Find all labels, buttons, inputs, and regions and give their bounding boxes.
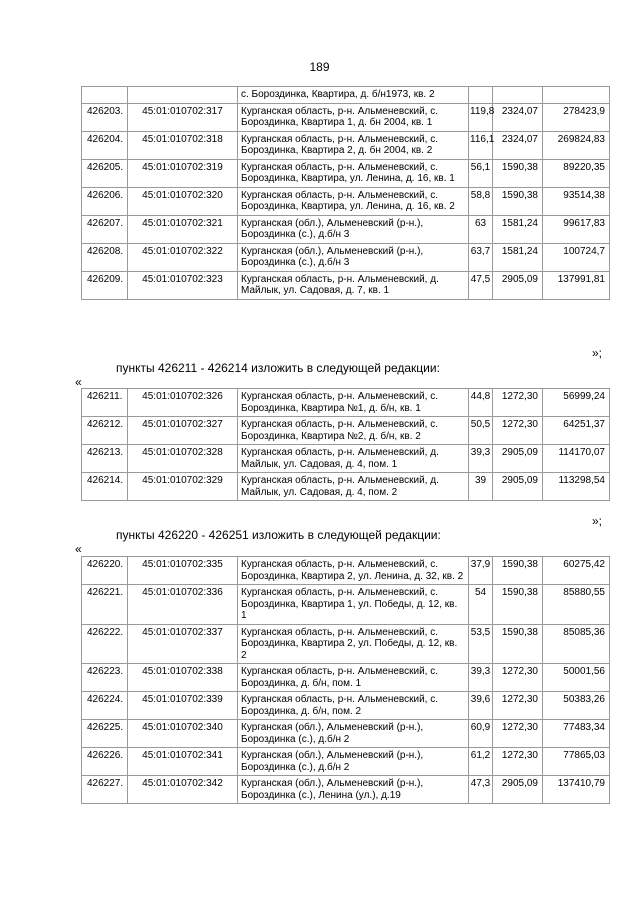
table-row <box>82 131 610 159</box>
cadastral-price-cell: 1272,30 <box>493 720 543 748</box>
table-row <box>82 187 610 215</box>
cadastral-number-cell <box>128 87 238 104</box>
cadastral-number-cell: 45:01:010702:335 <box>128 557 238 585</box>
address-cell: Курганская область, р-н. Альменевский, с. Бороздинка, Квартира 2, ул. Победы, д. 12, кв. 2 <box>238 624 469 664</box>
table-row <box>82 445 610 473</box>
cadastral-number-cell: 45:01:010702:329 <box>128 473 238 501</box>
cadastral-price-cell: 1581,24 <box>493 215 543 243</box>
item-number-cell: 426224. <box>82 692 128 720</box>
cadastral-number-cell: 45:01:010702:327 <box>128 417 238 445</box>
item-number-cell: 426222. <box>82 624 128 664</box>
area-cell: 63 <box>469 215 493 243</box>
area-cell: 44,8 <box>469 389 493 417</box>
address-cell: Курганская область, р-н. Альменевский, с. Бороздинка, Квартира, ул. Ленина, д. 16, кв. 1 <box>238 159 469 187</box>
item-number-cell: 426213. <box>82 445 128 473</box>
closing-quote: »; <box>592 346 603 360</box>
table-row <box>82 664 610 692</box>
area-cell <box>469 87 493 104</box>
table-row <box>82 585 610 625</box>
cadastral-value-cell: 77483,34 <box>543 720 610 748</box>
opening-quote: « <box>75 542 82 556</box>
table-row <box>82 103 610 131</box>
closing-quote: »; <box>592 514 603 528</box>
cadastral-value-cell: 89220,35 <box>543 159 610 187</box>
table-row <box>82 271 610 299</box>
cadastral-value-cell: 93514,38 <box>543 187 610 215</box>
cadastral-number-cell: 45:01:010702:317 <box>128 103 238 131</box>
cadastral-value-cell: 278423,9 <box>543 103 610 131</box>
opening-quote: « <box>75 375 82 389</box>
address-cell: Курганская область, р-н. Альменевский, д. Майлык, ул. Садовая, д. 7, кв. 1 <box>238 271 469 299</box>
table-row <box>82 720 610 748</box>
cadastral-value-cell: 56999,24 <box>543 389 610 417</box>
address-cell: Курганская область, р-н. Альменевский, с. Бороздинка, Квартира, ул. Ленина, д. 16, кв. 2 <box>238 187 469 215</box>
item-number-cell: 426205. <box>82 159 128 187</box>
table-row <box>82 473 610 501</box>
table-row <box>82 624 610 664</box>
address-cell: Курганская (обл.), Альменевский (р-н.), Бороздинка (с.), Ленина (ул.), д.19 <box>238 776 469 804</box>
cadastral-value-cell: 137410,79 <box>543 776 610 804</box>
area-cell: 119,8 <box>469 103 493 131</box>
cadastral-number-cell: 45:01:010702:323 <box>128 271 238 299</box>
cadastral-value-cell: 100724,7 <box>543 243 610 271</box>
cadastral-value-cell: 60275,42 <box>543 557 610 585</box>
cadastral-price-cell: 1590,38 <box>493 557 543 585</box>
area-cell: 50,5 <box>469 417 493 445</box>
table-row <box>82 692 610 720</box>
area-cell: 60,9 <box>469 720 493 748</box>
cadastral-price-cell: 1272,30 <box>493 417 543 445</box>
cadastral-price-cell: 1272,30 <box>493 389 543 417</box>
item-number-cell: 426206. <box>82 187 128 215</box>
area-cell: 47,3 <box>469 776 493 804</box>
cadastral-value-cell: 269824,83 <box>543 131 610 159</box>
cadastral-price-cell: 1272,30 <box>493 664 543 692</box>
address-cell: Курганская (обл.), Альменевский (р-н.), Бороздинка (с.), д.б/н 3 <box>238 215 469 243</box>
cadastral-number-cell: 45:01:010702:337 <box>128 624 238 664</box>
item-number-cell: 426227. <box>82 776 128 804</box>
address-cell: Курганская (обл.), Альменевский (р-н.), Бороздинка (с.), д.б/н 2 <box>238 720 469 748</box>
area-cell: 63,7 <box>469 243 493 271</box>
item-number-cell: 426204. <box>82 131 128 159</box>
cadastral-price-cell: 2905,09 <box>493 445 543 473</box>
cadastral-price-cell: 2324,07 <box>493 131 543 159</box>
address-cell: Курганская область, р-н. Альменевский, с. Бороздинка, Квартира 2, ул. Ленина, д. 32, кв. 2 <box>238 557 469 585</box>
cadastral-price-cell: 2905,09 <box>493 776 543 804</box>
area-cell: 37,9 <box>469 557 493 585</box>
area-cell: 39,6 <box>469 692 493 720</box>
cadastral-value-cell: 137991,81 <box>543 271 610 299</box>
item-number-cell: 426209. <box>82 271 128 299</box>
table-row <box>82 243 610 271</box>
property-table-3 <box>81 556 610 804</box>
item-number-cell <box>82 87 128 104</box>
item-number-cell: 426226. <box>82 748 128 776</box>
cadastral-price-cell: 1272,30 <box>493 748 543 776</box>
cadastral-number-cell: 45:01:010702:342 <box>128 776 238 804</box>
item-number-cell: 426212. <box>82 417 128 445</box>
address-cell: Курганская область, р-н. Альменевский, д. Майлык, ул. Садовая, д. 4, пом. 1 <box>238 445 469 473</box>
table-row <box>82 417 610 445</box>
area-cell: 58,8 <box>469 187 493 215</box>
area-cell: 54 <box>469 585 493 625</box>
address-cell: Курганская область, р-н. Альменевский, с. Бороздинка, Квартира 1, д. бн 2004, кв. 1 <box>238 103 469 131</box>
cadastral-value-cell: 77865,03 <box>543 748 610 776</box>
area-cell: 56,1 <box>469 159 493 187</box>
cadastral-price-cell: 1590,38 <box>493 624 543 664</box>
address-cell: Курганская (обл.), Альменевский (р-н.), Бороздинка (с.), д.б/н 3 <box>238 243 469 271</box>
address-cell: Курганская (обл.), Альменевский (р-н.), Бороздинка (с.), д.б/н 2 <box>238 748 469 776</box>
cadastral-number-cell: 45:01:010702:321 <box>128 215 238 243</box>
area-cell: 39 <box>469 473 493 501</box>
table-row <box>82 557 610 585</box>
cadastral-number-cell: 45:01:010702:326 <box>128 389 238 417</box>
table-row <box>82 87 610 104</box>
cadastral-number-cell: 45:01:010702:338 <box>128 664 238 692</box>
item-number-cell: 426221. <box>82 585 128 625</box>
cadastral-price-cell: 2905,09 <box>493 473 543 501</box>
amendment-instruction: пункты 426211 - 426214 изложить в следующей редакции: <box>116 361 440 375</box>
cadastral-price-cell: 2905,09 <box>493 271 543 299</box>
table-row <box>82 748 610 776</box>
property-table-2 <box>81 388 610 501</box>
cadastral-price-cell: 1590,38 <box>493 159 543 187</box>
property-table-1 <box>81 86 610 300</box>
item-number-cell: 426214. <box>82 473 128 501</box>
cadastral-price-cell: 1581,24 <box>493 243 543 271</box>
address-cell: Курганская область, р-н. Альменевский, с. Бороздинка, д. б/н, пом. 2 <box>238 692 469 720</box>
cadastral-value-cell: 114170,07 <box>543 445 610 473</box>
page-number: 189 <box>309 60 330 74</box>
cadastral-value-cell: 85085,36 <box>543 624 610 664</box>
cadastral-price-cell: 1590,38 <box>493 187 543 215</box>
amendment-instruction: пункты 426220 - 426251 изложить в следующей редакции: <box>116 528 441 542</box>
address-cell: Курганская область, р-н. Альменевский, с. Бороздинка, Квартира №1, д. б/н, кв. 1 <box>238 389 469 417</box>
item-number-cell: 426208. <box>82 243 128 271</box>
table-row <box>82 215 610 243</box>
table-row <box>82 159 610 187</box>
cadastral-value-cell: 85880,55 <box>543 585 610 625</box>
area-cell: 53,5 <box>469 624 493 664</box>
cadastral-value-cell: 50383,26 <box>543 692 610 720</box>
cadastral-number-cell: 45:01:010702:318 <box>128 131 238 159</box>
cadastral-price-cell: 1272,30 <box>493 692 543 720</box>
address-cell: Курганская область, р-н. Альменевский, с. Бороздинка, Квартира №2, д. б/н, кв. 2 <box>238 417 469 445</box>
cadastral-value-cell: 99617,83 <box>543 215 610 243</box>
area-cell: 39,3 <box>469 664 493 692</box>
area-cell: 47,5 <box>469 271 493 299</box>
item-number-cell: 426220. <box>82 557 128 585</box>
address-cell: Курганская область, р-н. Альменевский, с. Бороздинка, д. б/н, пом. 1 <box>238 664 469 692</box>
cadastral-number-cell: 45:01:010702:319 <box>128 159 238 187</box>
cadastral-price-cell: 1590,38 <box>493 585 543 625</box>
cadastral-number-cell: 45:01:010702:341 <box>128 748 238 776</box>
address-cell: Курганская область, р-н. Альменевский, с. Бороздинка, Квартира 2, д. бн 2004, кв. 2 <box>238 131 469 159</box>
area-cell: 116,1 <box>469 131 493 159</box>
cadastral-value-cell: 113298,54 <box>543 473 610 501</box>
item-number-cell: 426225. <box>82 720 128 748</box>
item-number-cell: 426207. <box>82 215 128 243</box>
cadastral-number-cell: 45:01:010702:336 <box>128 585 238 625</box>
cadastral-price-cell: 2324,07 <box>493 103 543 131</box>
table-row <box>82 389 610 417</box>
item-number-cell: 426223. <box>82 664 128 692</box>
table-row <box>82 776 610 804</box>
address-cell: Курганская область, р-н. Альменевский, с. Бороздинка, Квартира 1, ул. Победы, д. 12, кв. 1 <box>238 585 469 625</box>
cadastral-number-cell: 45:01:010702:322 <box>128 243 238 271</box>
item-number-cell: 426211. <box>82 389 128 417</box>
area-cell: 39,3 <box>469 445 493 473</box>
cadastral-price-cell <box>493 87 543 104</box>
address-cell: Курганская область, р-н. Альменевский, д. Майлык, ул. Садовая, д. 4, пом. 2 <box>238 473 469 501</box>
address-cell: с. Бороздинка, Квартира, д. б/н1973, кв. 2 <box>238 87 469 104</box>
cadastral-number-cell: 45:01:010702:339 <box>128 692 238 720</box>
cadastral-value-cell <box>543 87 610 104</box>
cadastral-number-cell: 45:01:010702:340 <box>128 720 238 748</box>
area-cell: 61,2 <box>469 748 493 776</box>
item-number-cell: 426203. <box>82 103 128 131</box>
cadastral-value-cell: 50001,56 <box>543 664 610 692</box>
cadastral-number-cell: 45:01:010702:328 <box>128 445 238 473</box>
cadastral-number-cell: 45:01:010702:320 <box>128 187 238 215</box>
cadastral-value-cell: 64251,37 <box>543 417 610 445</box>
